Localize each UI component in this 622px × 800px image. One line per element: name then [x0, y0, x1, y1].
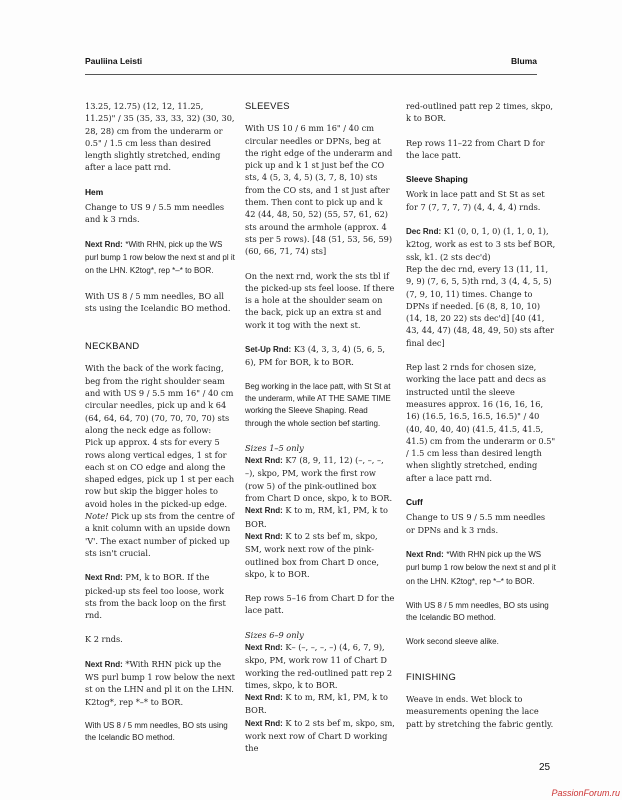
sizes-heading: Sizes 6–9 only: [245, 629, 304, 640]
instruction-line: [245, 717, 395, 755]
body-paragraph: Beg working in the lace patt, with St St at the underarm, while AT THE SAME TIME working the Sleeve Shaping. Read through the whole section bef starting.: [245, 381, 391, 428]
body-paragraph: red-outlined patt rep 2 times, skpo, k to BOR.: [406, 101, 554, 124]
body-paragraph: With the back of the work facing, beg from the right shoulder seam and with US 9 / 5.5 mm 16" / 40 cm circular needles, pick up and k 64 (64, 64, 64, 70) (70, 70, 70, 70) sts along the neck edge as follow:: [85, 363, 234, 435]
round-text: K– (–, –, –, –) (4, 6, 7, 9), skpo, PM, work row 11 of Chart D working the red-outlined patt rep 2 times, skpo, k to BOR.: [245, 641, 393, 690]
body-paragraph: Rep rows 11–22 from Chart D for the lace patt.: [406, 137, 545, 160]
round-label: Next Rnd:: [245, 718, 283, 728]
body-paragraph: [85, 436, 235, 559]
instruction-line: [245, 454, 395, 504]
body-paragraph: Change to US 9 / 5.5 mm needles or DPNs and k 3 rnds.: [406, 512, 546, 535]
note-label: Note!: [85, 511, 109, 522]
body-paragraph: Weave in ends. Wet block to measurements opening the lace patt by stretching the fabric gently.: [406, 693, 554, 729]
pattern-title: Bluma: [511, 56, 537, 66]
instruction-line: [245, 691, 395, 717]
body-paragraph: With US 8 / 5 mm needles, BO all sts using the Icelandic BO method.: [85, 290, 231, 313]
instruction-paragraph: [85, 238, 235, 278]
round-text: K3 (4, 3, 3, 4) (5, 6, 5, 6), PM for BOR, k to BOR.: [245, 344, 386, 368]
author-name: Pauliina Leisti: [85, 56, 143, 66]
round-label: Next Rnd:: [85, 239, 123, 249]
body-paragraph: On the next rnd, work the sts tbl if the picked-up sts feel loose. If there is a hole at the shoulder seam on the back, pick up an extra st and work it tog with the next st.: [245, 270, 395, 330]
instruction-line: [245, 641, 395, 691]
round-text: PM, k to BOR. If the picked-up sts feel too loose, work sts from the back loop on the first rnd.: [85, 572, 226, 621]
page-number: 25: [539, 762, 551, 773]
instruction-paragraph: [406, 548, 556, 588]
instruction-paragraph: [245, 343, 395, 369]
sleeve-shaping-heading: Sleeve Shaping: [406, 174, 468, 185]
column-1: [85, 100, 235, 756]
body-paragraph: With US 8 / 5 mm needles, BO sts using the Icelandic BO method.: [85, 720, 228, 743]
body-paragraph: 13.25, 12.75) (12, 12, 11.25, 11.25)" / 35 (35, 33, 33, 32) (30, 30, 28, 28) cm from the underarm or 0.5" / 1.5 cm less than desired length slightly stretched, ending after a lace patt rnd.: [85, 101, 235, 173]
watermark: PassionForum.ru: [551, 788, 620, 798]
round-label: Next Rnd:: [85, 573, 123, 583]
neckband-heading: NECKBAND: [85, 340, 140, 352]
round-label: Next Rnd:: [245, 693, 283, 703]
instruction-paragraph: [85, 658, 235, 708]
round-text: K to 2 sts bef m, skpo, SM, work next row of the pink-outlined box from Chart D once, skpo, k to BOR.: [245, 530, 379, 579]
column-3: [406, 100, 556, 742]
round-text: K1 (0, 0, 1, 0) (1, 1, 0, 1), k2tog, work as est to 3 sts bef BOR, ssk, k1. (2 sts dec'd): [406, 226, 556, 262]
body-paragraph: Work in lace patt and St St as set for 7 (7, 7, 7, 7) (4, 4, 4, 4) rnds.: [406, 189, 545, 212]
body-text: Pick up approx. 4 sts for every 5 rows along vertical edges, 1 st for each st on CO edge and along the shaped edges, pick up 1 st per each row but skip the bigger holes to avoid holes in the picked-up edge.: [85, 437, 235, 509]
round-label: Dec Rnd:: [406, 227, 442, 237]
body-paragraph: Rep the dec rnd, every 13 (11, 11, 9, 9) (7, 6, 5, 5)th rnd, 3 (4, 4, 5, 5) (7, 9, 10, 11) times. Change to DPNs if needed. [6 (8, 8, 10, 10) (14, 18, 20 22) sts dec'd] [40 (41, 43, 44, 47) (48, 48, 49, 50) sts after final dec]: [406, 263, 554, 348]
instruction-paragraph: [85, 571, 235, 621]
body-paragraph: K 2 rnds.: [85, 634, 123, 645]
body-paragraph: Work second sleeve alike.: [406, 637, 499, 647]
round-label: Next Rnd:: [245, 642, 283, 652]
round-text: *With RHN, pick up the WS purl bump 1 row below the next st and pl it on the LHN. K2tog*, rep *–* to BOR.: [85, 239, 235, 276]
header-divider: [85, 74, 537, 75]
body-paragraph: With US 10 / 6 mm 16" / 40 cm circular needles or DPNs, beg at the right edge of the underarm and pick up and k 1 st just bef the CO sts, 4 (5, 3, 4, 5) (3, 7, 8, 10) sts from the CO sts, and 1 st just after them. Then cont to pick up and k 42 (44, 48, 50, 52) (55, 57, 61, 62) sts around the armhole (approx. 4 sts per 5 rows). [48 (51, 53, 56, 59) (60, 66, 71, 74) sts]: [245, 123, 393, 257]
round-text: *With RHN pick up the WS purl bump 1 row below the next st on the LHN and pl it on the LHN. K2tog*, rep *–* to BOR.: [85, 658, 235, 707]
round-text: K7 (8, 9, 11, 12) (–, –, –, –), skpo, PM, work the first row (row 5) of the pink-outlined box from Chart D once, skpo, k to BOR.: [245, 455, 393, 504]
round-label: Next Rnd:: [406, 549, 444, 559]
round-label: Next Rnd:: [245, 456, 283, 466]
round-text: *With RHN pick up the WS purl bump 1 row below the next st and pl it on the LHN. K2tog*, rep *–* to BOR.: [406, 549, 556, 586]
instruction-line: [406, 225, 556, 263]
hem-heading: Hem: [85, 186, 104, 197]
cuff-heading: Cuff: [406, 497, 423, 508]
round-label: Set-Up Rnd:: [245, 345, 292, 355]
body-paragraph: Change to US 9 / 5.5 mm needles and k 3 rnds.: [85, 202, 225, 225]
finishing-heading: FINISHING: [406, 670, 457, 682]
round-text: K to m, RM, k1, PM, k to BOR.: [245, 505, 388, 529]
body-paragraph: With US 8 / 5 mm needles, BO sts using the Icelandic BO method.: [406, 600, 549, 623]
round-label: Next Rnd:: [245, 506, 283, 516]
round-label: Next Rnd:: [245, 531, 283, 541]
round-text: K to 2 sts bef m, skpo, sm, work next row of Chart D working the: [245, 717, 395, 754]
round-text: K to m, RM, k1, PM, k to BOR.: [245, 692, 388, 716]
round-label: Next Rnd:: [85, 659, 123, 669]
sleeves-heading: SLEEVES: [245, 100, 290, 111]
body-paragraph: Rep rows 5–16 from Chart D for the lace patt.: [245, 593, 395, 616]
body-paragraph: Rep last 2 rnds for chosen size, working the lace patt and decs as instructed until the sleeve measures approx. 16 (16, 16, 16, 16) (16.5, 16.5, 16.5, 16.5)" / 40 (40, 40, 40, 40) (41.5, 41.5, 41.5, 41.5) cm from the underarm or 0.5" / 1.5 cm less than desired length when slightly stretched, ending after a lace patt rnd.: [406, 362, 556, 483]
sizes-heading: Sizes 1–5 only: [245, 442, 304, 453]
instruction-line: [245, 504, 395, 530]
instruction-line: [245, 530, 395, 580]
column-2: [245, 100, 395, 755]
body-text: Pick up sts from the centre of a knit column with an upside down 'V'. The exact number of picked up sts isn't crucial.: [85, 511, 235, 558]
